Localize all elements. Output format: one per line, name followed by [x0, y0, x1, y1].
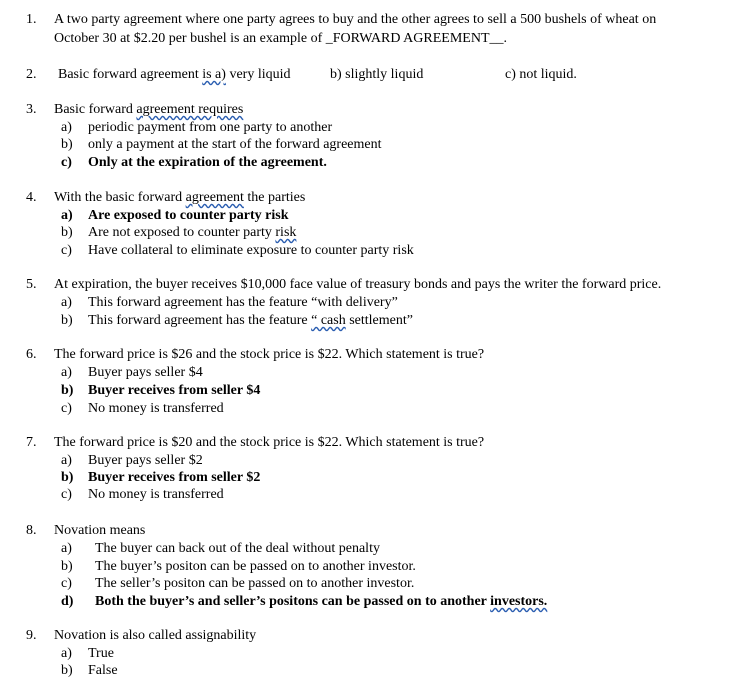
option-letter: c): [61, 576, 72, 591]
option-letter: b): [61, 470, 74, 485]
option-letter: a): [61, 120, 72, 135]
option-letter: b): [61, 225, 73, 240]
option-letter: b): [61, 383, 74, 398]
option-a: very liquid: [229, 67, 291, 82]
option-text-answer: Only at the expiration of the agreement.: [88, 155, 327, 170]
option-letter: c): [61, 401, 72, 416]
question-stem-flagged: agreement requires: [136, 102, 244, 117]
option-text: Have collateral to eliminate exposure to counter party risk: [88, 243, 414, 258]
question-stem-flagged: is a): [202, 67, 226, 82]
option-text: The seller’s positon can be passed on to another investor.: [95, 576, 415, 591]
question-number: 6.: [26, 347, 37, 362]
option-text: periodic payment from one party to another: [88, 120, 333, 135]
question-stem: With the basic forward: [54, 190, 183, 205]
option-text: The buyer’s positon can be passed on to another investor.: [95, 559, 416, 574]
option-text-answer: Buyer receives from seller $2: [88, 470, 261, 485]
question-stem-end: the parties: [247, 190, 306, 205]
option-text: [88, 224, 296, 241]
option-letter: c): [61, 243, 72, 258]
option-letter: b): [61, 313, 73, 328]
option-letter: a): [61, 295, 72, 310]
option-text-flagged: “ cash: [311, 313, 346, 328]
option-letter: a): [61, 365, 72, 380]
option-text-flagged: risk: [275, 225, 297, 240]
option-text: [88, 312, 413, 329]
option-c: c) not liquid.: [505, 67, 577, 82]
option-text: Buyer pays seller $2: [88, 453, 203, 468]
option-letter: a): [61, 646, 72, 661]
option-text: False: [88, 663, 118, 678]
question-text: The forward price is $20 and the stock price is $22. Which statement is true?: [54, 435, 485, 450]
option-text-end: settlement”: [349, 313, 413, 328]
option-text: This forward agreement has the feature “with delivery”: [88, 295, 398, 310]
question-text: At expiration, the buyer receives $10,000 face value of treasury bonds and pays the writer the forward price.: [54, 277, 662, 292]
option-text-answer: [95, 593, 547, 610]
question-stem: Basic forward agreement: [58, 67, 199, 82]
option-text-main: Both the buyer’s and seller’s positons can be passed on to another: [95, 594, 487, 609]
option-letter: b): [61, 559, 73, 574]
option-letter: d): [61, 594, 74, 609]
option-text: The buyer can back out of the deal without penalty: [95, 541, 380, 556]
option-letter: c): [61, 155, 72, 170]
question-text: [54, 101, 734, 118]
option-letter: b): [61, 137, 73, 152]
option-letter: a): [61, 208, 73, 223]
option-letter: a): [61, 453, 72, 468]
option-text-main: This forward agreement has the feature: [88, 313, 308, 328]
option-b: b) slightly liquid: [330, 67, 424, 82]
question-stem-flagged: agreement: [185, 190, 244, 205]
question-stem: Basic forward: [54, 102, 133, 117]
question-number: 5.: [26, 277, 37, 292]
option-text: No money is transferred: [88, 487, 224, 502]
option-text: Buyer pays seller $4: [88, 365, 203, 380]
option-letter: c): [61, 487, 72, 502]
question-number: 7.: [26, 435, 37, 450]
question-text: Novation means: [54, 523, 146, 538]
option-text-answer: Are exposed to counter party risk: [88, 208, 289, 223]
question-text: The forward price is $26 and the stock price is $22. Which statement is true?: [54, 347, 485, 362]
question-text-line-1: A two party agreement where one party agrees to buy and the other agrees to sell a 500 bushels of wheat on: [54, 12, 657, 27]
option-letter: a): [61, 541, 72, 556]
question-number: 2.: [26, 67, 37, 82]
question-text: Novation is also called assignability: [54, 628, 257, 643]
option-text-main: Are not exposed to counter party: [88, 225, 272, 240]
option-text: True: [88, 646, 114, 661]
question-text: [54, 189, 734, 206]
option-text: only a payment at the start of the forward agreement: [88, 137, 382, 152]
question-number: 9.: [26, 628, 37, 643]
question-number: 3.: [26, 102, 37, 117]
option-text-flagged: investors.: [490, 594, 548, 609]
question-number: 8.: [26, 523, 37, 538]
option-letter: b): [61, 663, 73, 678]
option-text-answer: Buyer receives from seller $4: [88, 383, 261, 398]
option-text: No money is transferred: [88, 401, 224, 416]
question-text-line-2: October 30 at $2.20 per bushel is an example of _FORWARD AGREEMENT__.: [54, 31, 507, 46]
question-number: 1.: [26, 12, 37, 27]
question-number: 4.: [26, 190, 37, 205]
